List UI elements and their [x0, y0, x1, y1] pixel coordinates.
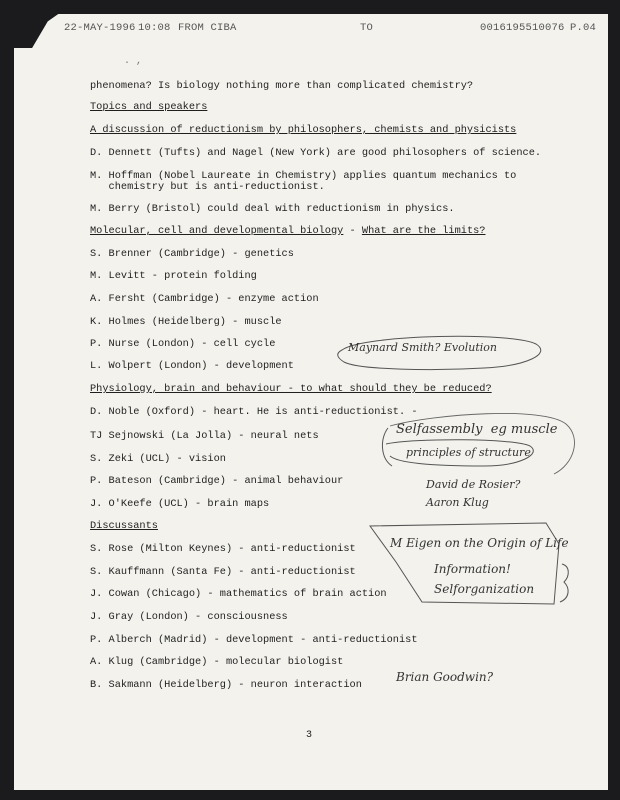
- discussant-line: S. Rose (Milton Keynes) - anti-reductionist: [90, 543, 356, 555]
- discussant-line: B. Sakmann (Heidelberg) - neuron interaction: [90, 679, 362, 691]
- handwritten-note-principles: principles of structure: [406, 446, 531, 459]
- speaker-line: D. Noble (Oxford) - heart. He is anti-reductionist. -: [90, 406, 418, 418]
- note2-bracket: [382, 428, 392, 466]
- page-number: 3: [306, 730, 313, 741]
- text-line: M. Berry (Bristol) could deal with reductionism in physics.: [90, 203, 455, 215]
- speaker-line: J. O'Keefe (UCL) - brain maps: [90, 498, 270, 510]
- section3-heading: Physiology, brain and behaviour - to what should they be reduced?: [90, 383, 492, 395]
- speaker-line: L. Wolpert (London) - development: [90, 360, 294, 372]
- handwritten-note-eigen: M Eigen on the Origin of Life: [390, 536, 569, 550]
- discussant-line: A. Klug (Cambridge) - molecular biologist: [90, 656, 344, 668]
- top-mark: . ,: [124, 56, 143, 67]
- handwritten-note-information: Information!: [434, 562, 511, 576]
- text-line: D. Dennett (Tufts) and Nagel (New York) are good philosophers of science.: [90, 147, 542, 159]
- discussant-line: P. Alberch (Madrid) - development - anti-reductionist: [90, 634, 418, 646]
- speaker-line: TJ Sejnowski (La Jolla) - neural nets: [90, 430, 319, 442]
- discussant-line: J. Gray (London) - consciousness: [90, 611, 288, 623]
- note4-brace: [560, 564, 568, 602]
- handwritten-note-maynard-smith: Maynard Smith? Evolution: [348, 341, 497, 354]
- handwritten-note-selfassembly: Selfassembly eg muscle: [396, 422, 558, 437]
- handwritten-note-klug: Aaron Klug: [426, 496, 489, 509]
- handwritten-note-goodwin: Brian Goodwin?: [396, 670, 494, 684]
- speaker-line: K. Holmes (Heidelberg) - muscle: [90, 316, 282, 328]
- intro-line: phenomena? Is biology nothing more than complicated chemistry?: [90, 80, 474, 92]
- speaker-line: S. Brenner (Cambridge) - genetics: [90, 248, 294, 260]
- fax-from: FROM CIBA: [178, 22, 237, 34]
- fax-number: 0016195510076: [480, 22, 565, 34]
- torn-corner: [14, 14, 64, 48]
- topics-heading: Topics and speakers: [90, 101, 208, 113]
- discussants-heading: Discussants: [90, 520, 158, 532]
- document-page: [14, 14, 608, 790]
- fax-to: TO: [360, 22, 374, 34]
- speaker-line: M. Levitt - protein folding: [90, 270, 257, 282]
- section2-heading-a: Molecular, cell and developmental biology: [90, 225, 344, 237]
- speaker-line: A. Fersht (Cambridge) - enzyme action: [90, 293, 319, 305]
- text-line: chemistry but is anti-reductionist.: [90, 181, 325, 193]
- fax-page: P.04: [570, 22, 597, 34]
- discussant-line: S. Kauffmann (Santa Fe) - anti-reductionist: [90, 566, 356, 578]
- speaker-line: S. Zeki (UCL) - vision: [90, 453, 226, 465]
- speaker-line: P. Nurse (London) - cell cycle: [90, 338, 276, 350]
- text-line: M. Hoffman (Nobel Laureate in Chemistry) applies quantum mechanics to: [90, 170, 517, 182]
- fax-date: 22-MAY-1996: [64, 22, 136, 34]
- handwritten-note-selforganization: Selforganization: [434, 582, 535, 596]
- section2-heading: [90, 225, 486, 237]
- section2-sep: -: [343, 225, 362, 237]
- discussant-line: J. Cowan (Chicago) - mathematics of brain action: [90, 588, 387, 600]
- section1-heading: A discussion of reductionism by philosophers, chemists and physicists: [90, 124, 517, 136]
- speaker-line: P. Bateson (Cambridge) - animal behaviour: [90, 475, 344, 487]
- fax-time: 10:08: [138, 22, 171, 34]
- handwritten-note-de-rosier: David de Rosier?: [426, 478, 521, 491]
- section2-heading-b: What are the limits?: [361, 225, 486, 237]
